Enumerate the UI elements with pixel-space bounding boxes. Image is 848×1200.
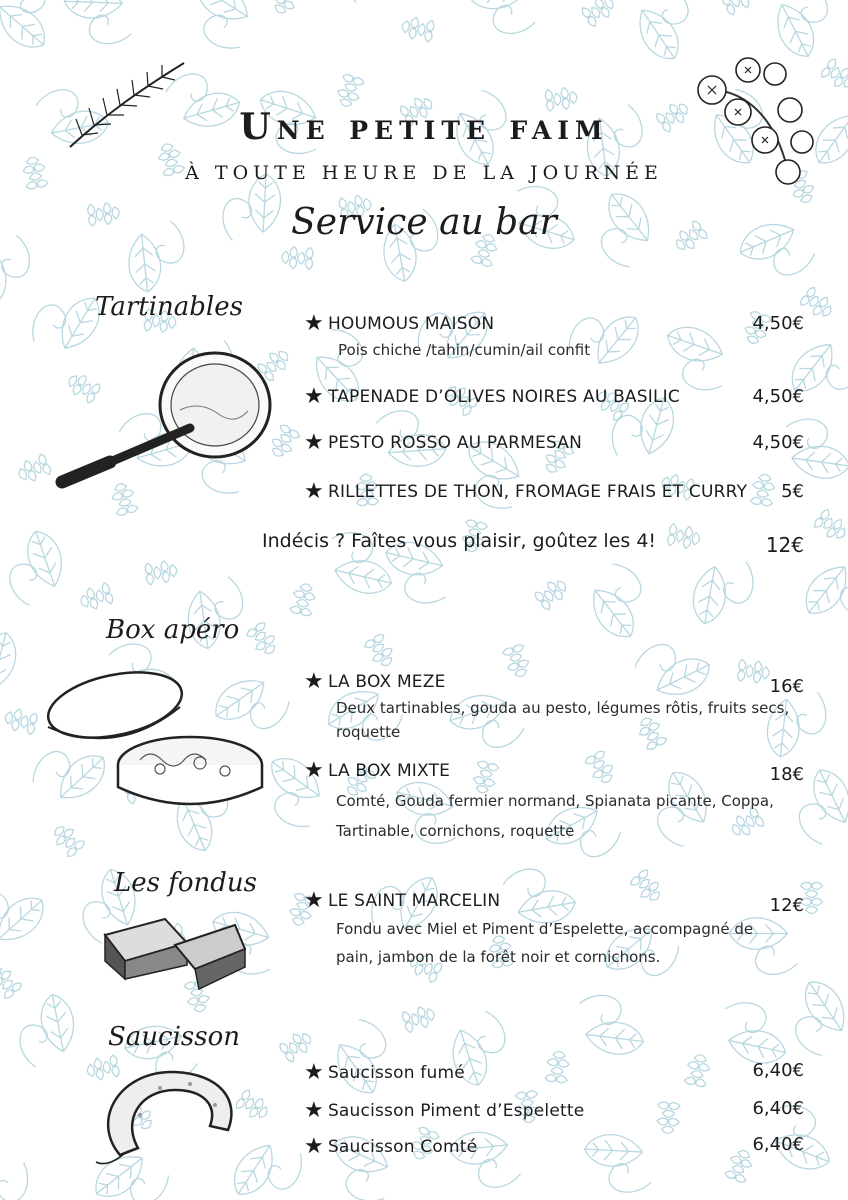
item-name: LA BOX MIXTE bbox=[327, 761, 451, 781]
item-name: LA BOX MEZE bbox=[327, 672, 446, 692]
item-description: roquette bbox=[336, 723, 401, 741]
star-icon: ★ bbox=[304, 1134, 324, 1159]
item-description: Comté, Gouda fermier normand, Spianata picante, Coppa, bbox=[336, 792, 774, 810]
star-icon: ★ bbox=[304, 1098, 324, 1123]
service-heading: Service au bar bbox=[291, 202, 557, 243]
item-pesto bbox=[304, 430, 582, 455]
item-saucisson-comte bbox=[304, 1134, 477, 1159]
spread-bowl-knife-illustration bbox=[50, 350, 280, 495]
item-houmous bbox=[304, 311, 590, 364]
price-saucisson-espelette: 6,40€ bbox=[752, 1098, 804, 1119]
item-name: TAPENADE D’OLIVES NOIRES AU BASILIC bbox=[327, 387, 680, 407]
item-name: LE SAINT MARCELIN bbox=[327, 891, 501, 911]
star-icon: ★ bbox=[304, 758, 324, 783]
star-icon: ★ bbox=[304, 430, 324, 455]
item-box-mixte bbox=[304, 758, 774, 845]
section-title-fondus: Les fondus bbox=[114, 868, 258, 898]
star-icon: ★ bbox=[304, 311, 324, 336]
menu-subtitle: À TOUTE HEURE DE LA JOURNÉE bbox=[185, 162, 663, 184]
price-houmous: 4,50€ bbox=[752, 313, 804, 334]
section-title-tartinables: Tartinables bbox=[95, 292, 243, 322]
star-icon: ★ bbox=[304, 384, 324, 409]
item-name: PESTO ROSSO AU PARMESAN bbox=[327, 433, 582, 453]
price-rillettes: 5€ bbox=[781, 481, 804, 502]
section-title-saucisson: Saucisson bbox=[108, 1022, 241, 1052]
item-description: Fondu avec Miel et Piment d’Espelette, accompagné de bbox=[336, 920, 754, 938]
star-icon: ★ bbox=[304, 1060, 324, 1085]
star-icon: ★ bbox=[304, 669, 324, 694]
rosemary-sprig-illustration bbox=[60, 55, 190, 155]
item-name: Saucisson fumé bbox=[327, 1063, 465, 1083]
price-saucisson-fume: 6,40€ bbox=[752, 1060, 804, 1081]
item-description: pain, jambon de la forêt noir et cornichons. bbox=[336, 948, 661, 966]
item-box-meze bbox=[304, 669, 789, 746]
item-name: Saucisson Piment d’Espelette bbox=[327, 1101, 585, 1121]
price-pesto: 4,50€ bbox=[752, 432, 804, 453]
combo-offer-text: Indécis ? Faîtes vous plaisir, goûtez les 4! bbox=[262, 530, 657, 552]
price-box-mixte: 18€ bbox=[769, 764, 804, 785]
item-rillettes bbox=[304, 479, 747, 504]
item-saucisson-fume bbox=[304, 1060, 465, 1085]
cherry-tomatoes-illustration bbox=[690, 50, 830, 190]
price-tapenade: 4,50€ bbox=[752, 386, 804, 407]
item-description: Pois chiche /tahin/cumin/ail confit bbox=[338, 341, 591, 359]
item-tapenade bbox=[304, 384, 680, 409]
price-saint-marcelin: 12€ bbox=[769, 895, 804, 916]
star-icon: ★ bbox=[304, 888, 324, 913]
item-description: Tartinable, cornichons, roquette bbox=[336, 822, 575, 840]
item-saint-marcelin bbox=[304, 888, 753, 971]
fondu-cheese-illustration bbox=[95, 905, 255, 995]
aperitif-box-illustration bbox=[40, 665, 270, 815]
price-saucisson-comte: 6,40€ bbox=[752, 1134, 804, 1155]
star-icon: ★ bbox=[304, 479, 324, 504]
item-name: RILLETTES DE THON, FROMAGE FRAIS ET CURRY bbox=[327, 482, 748, 502]
item-name: HOUMOUS MAISON bbox=[327, 314, 495, 334]
menu-title: Une petite faim bbox=[239, 106, 609, 148]
saucisson-illustration bbox=[80, 1060, 250, 1180]
section-title-box-apero: Box apéro bbox=[106, 615, 240, 645]
combo-offer-price: 12€ bbox=[765, 533, 804, 557]
item-description: Deux tartinables, gouda au pesto, légumes rôtis, fruits secs, bbox=[336, 699, 790, 717]
item-saucisson-espelette bbox=[304, 1098, 584, 1123]
item-name: Saucisson Comté bbox=[327, 1137, 478, 1157]
price-box-meze: 16€ bbox=[769, 676, 804, 697]
